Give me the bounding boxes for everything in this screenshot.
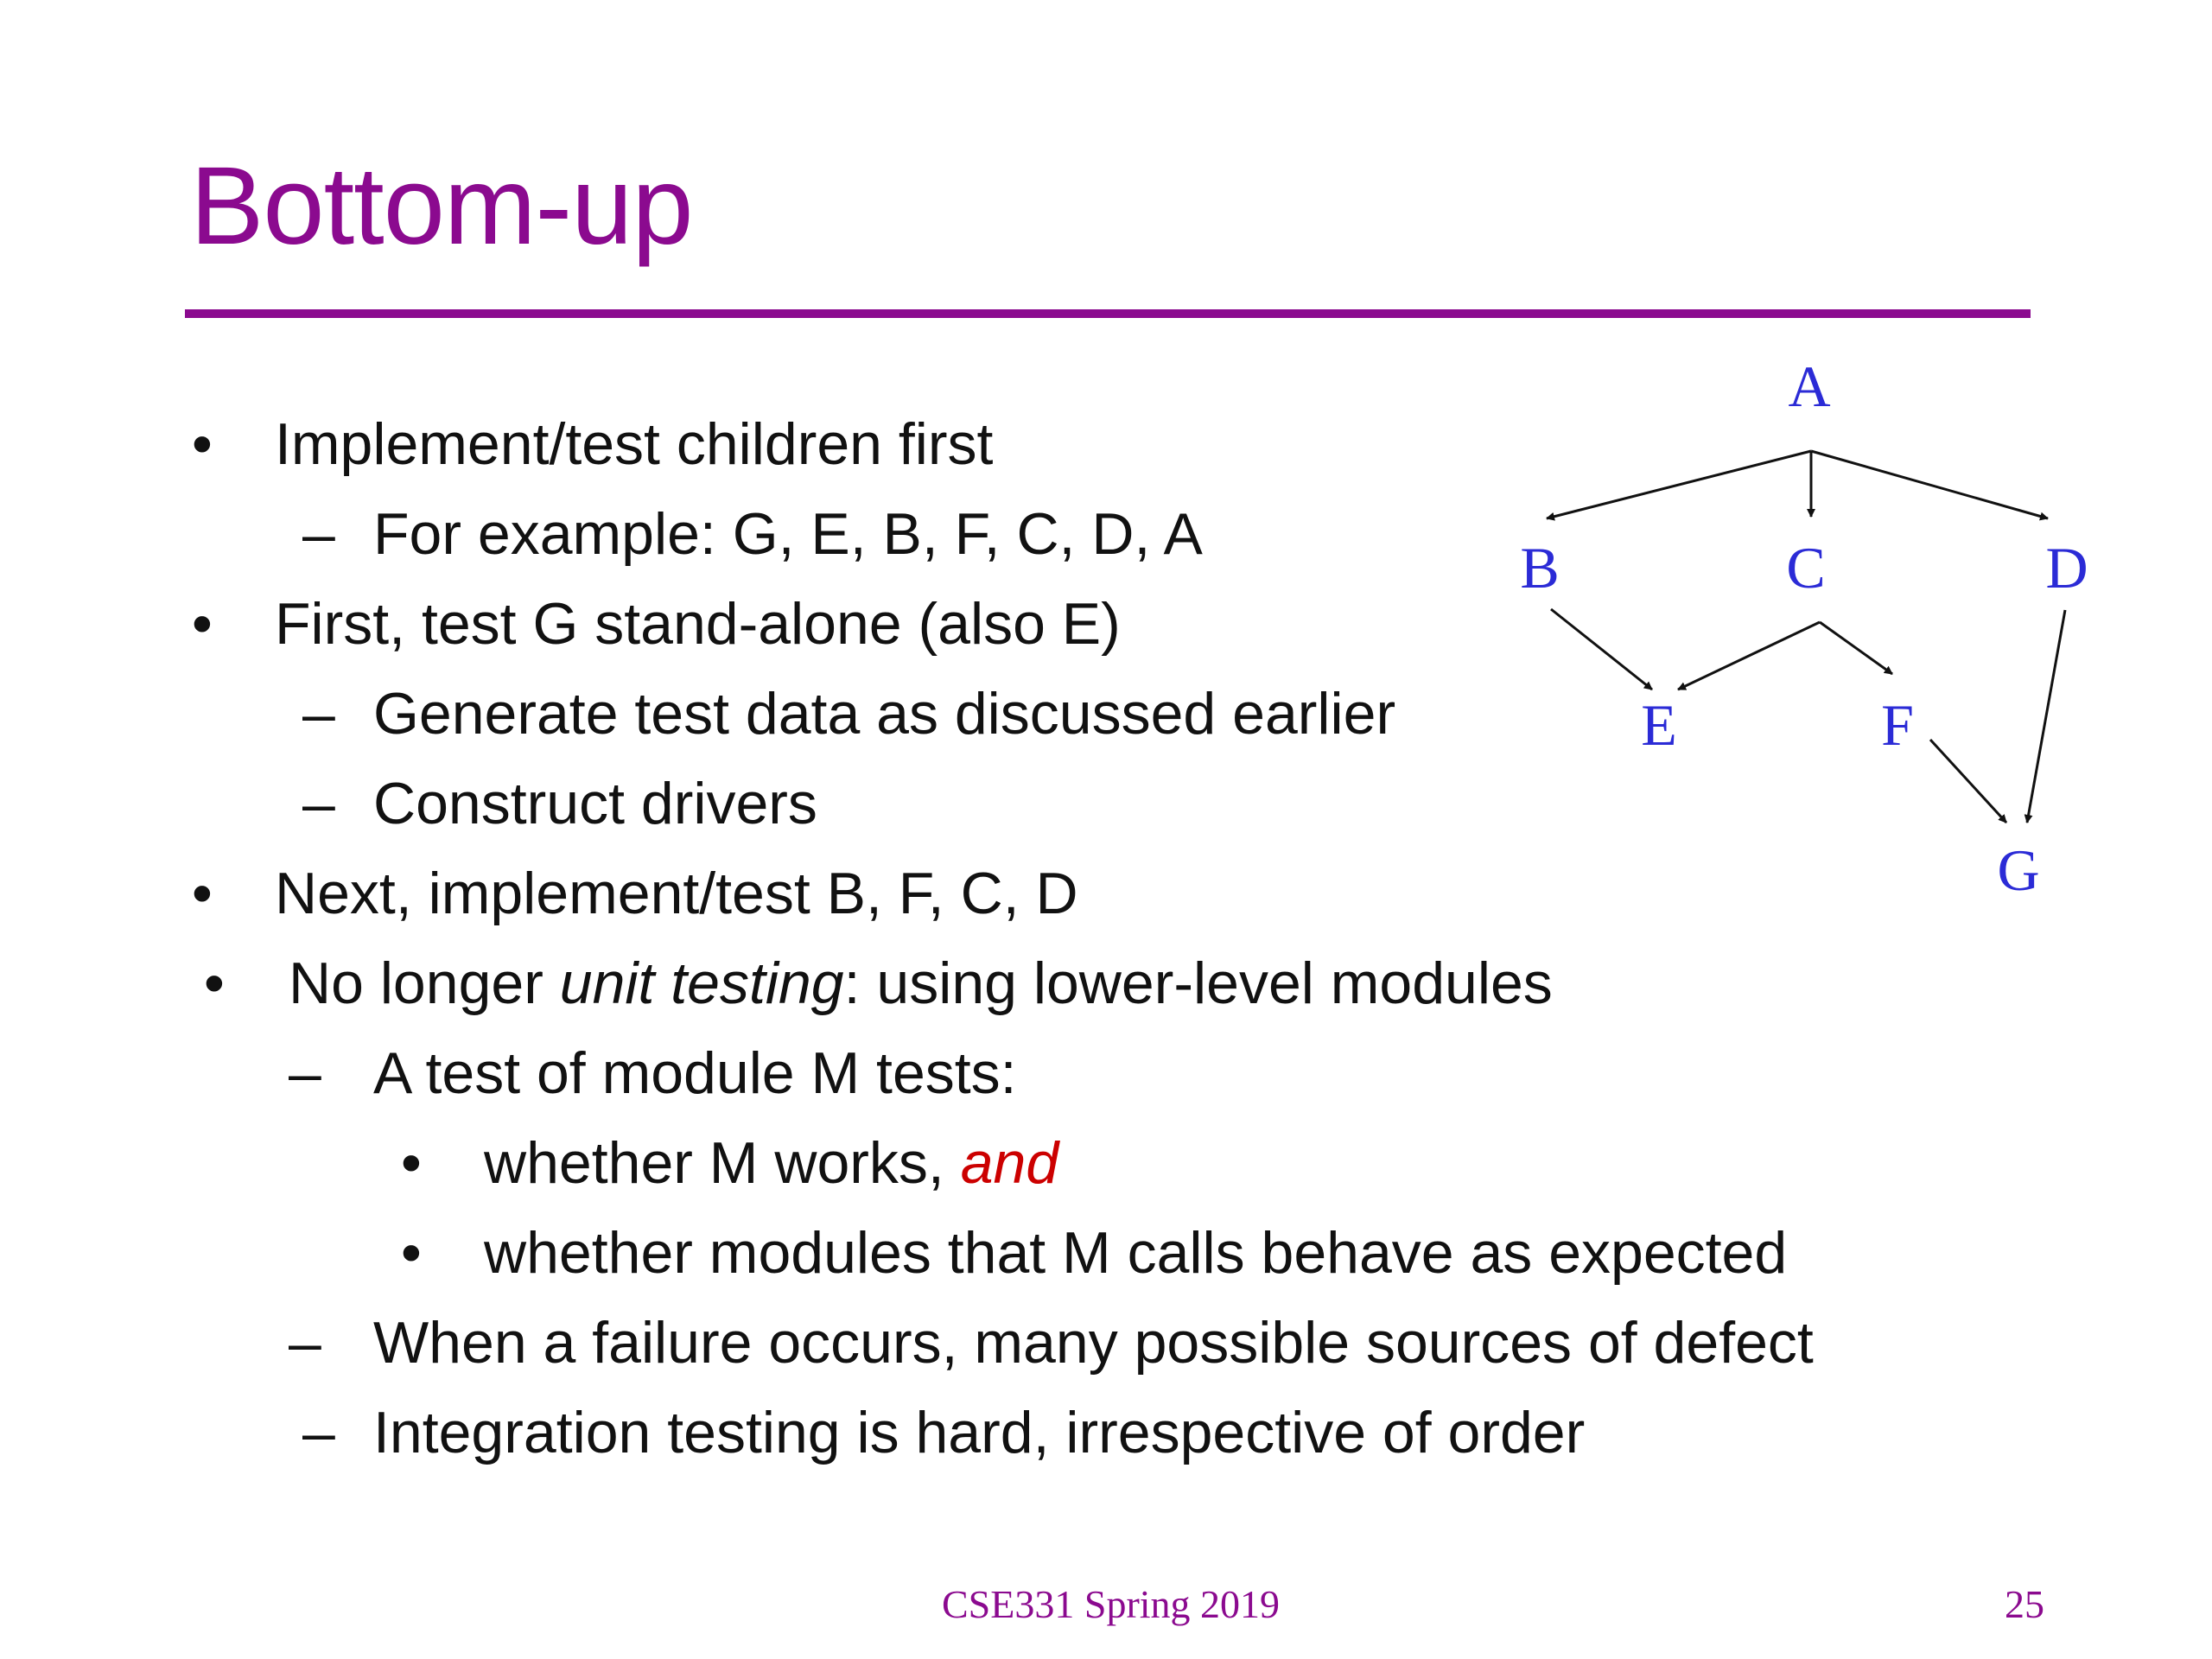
edge-B-E (1551, 609, 1652, 690)
dash-marker: – (302, 771, 335, 836)
node-C: C (1786, 535, 1826, 601)
sub-bullet-item: A test of module M tests: (373, 1040, 1017, 1106)
bullet-text-part: No longer (289, 950, 560, 1016)
node-F: F (1881, 692, 1914, 758)
sub-bullet-item: For example: G, E, B, F, C, D, A (373, 501, 1203, 567)
bullet-marker: • (192, 861, 213, 926)
edge-C-F (1820, 622, 1892, 674)
sub-bullet-item: Integration testing is hard, irrespective of order (373, 1400, 1586, 1465)
dash-marker: – (302, 501, 335, 567)
edge-F-G (1930, 740, 2006, 823)
page-number: 25 (2005, 1582, 2044, 1626)
sub-bullet-item: Construct drivers (373, 771, 817, 836)
bullet-marker: • (401, 1130, 422, 1196)
dash-marker: – (302, 1400, 335, 1465)
bullet-text-part: : using lower-level modules (843, 950, 1553, 1016)
node-B: B (1520, 535, 1560, 601)
node-D: D (2045, 535, 2088, 601)
dash-marker: – (289, 1310, 321, 1376)
bullet-marker: • (401, 1220, 422, 1286)
sub-bullet-item: When a failure occurs, many possible sources of defect (373, 1310, 1814, 1376)
sub-bullet-item: Generate test data as discussed earlier (373, 681, 1396, 747)
bullet-item: Implement/test children first (275, 411, 994, 477)
edge-C-E (1678, 622, 1820, 690)
edge-A-B (1547, 451, 1811, 518)
edge-D-G (2027, 610, 2065, 823)
emphasized-text: unit testing (559, 950, 844, 1016)
bullet-marker: • (192, 591, 213, 657)
dash-marker: – (302, 681, 335, 747)
node-A: A (1788, 353, 1831, 419)
footer-course: CSE331 Spring 2019 (942, 1582, 1281, 1626)
bullet-marker: • (204, 950, 225, 1016)
dash-marker: – (289, 1040, 321, 1106)
sub-sub-bullet-item: whether modules that M calls behave as expected (484, 1220, 1788, 1286)
bullet-text-part: whether M works, (484, 1130, 961, 1196)
slide-title: Bottom-up (190, 144, 693, 268)
edge-A-D (1811, 451, 2048, 518)
bullet-item: Next, implement/test B, F, C, D (275, 861, 1078, 926)
emphasized-text: and (960, 1130, 1059, 1196)
bullet-marker: • (192, 411, 213, 477)
node-G: G (1997, 837, 2040, 903)
bullet-item: First, test G stand-alone (also E) (275, 591, 1121, 657)
node-E: E (1641, 692, 1677, 758)
